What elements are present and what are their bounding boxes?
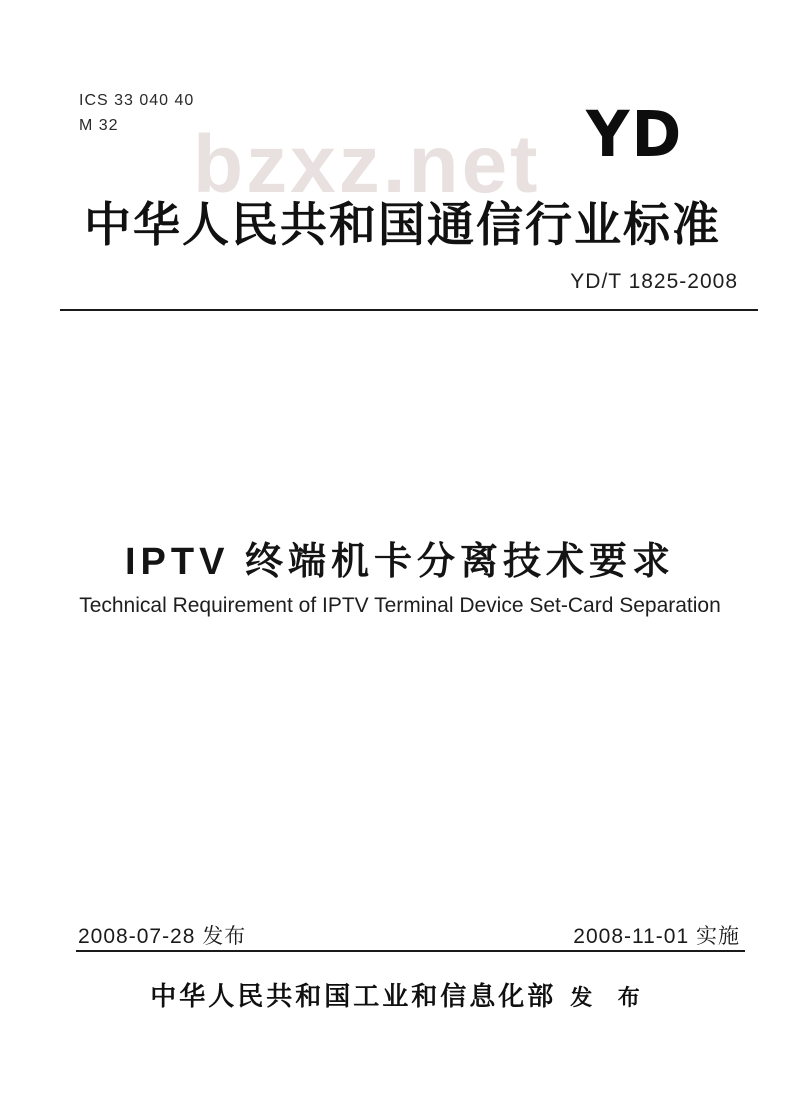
ics-code: ICS 33 040 40 — [79, 92, 195, 109]
issue-date: 2008-07-28 发布 — [78, 925, 247, 948]
bottom-rule — [76, 950, 745, 952]
watermark-text: bzxz.net — [193, 119, 541, 210]
implement-date: 2008-11-01 实施 — [573, 925, 740, 948]
publisher-name: 中华人民共和国工业和信息化部 — [150, 982, 557, 1011]
publisher-line — [0, 976, 800, 1013]
classification-block — [79, 88, 194, 138]
publisher-suffix: 发 布 — [570, 985, 650, 1010]
yd-logo: YD — [586, 98, 684, 172]
classification-code: M 32 — [79, 117, 119, 134]
standard-number: YD/T 1825-2008 — [570, 270, 738, 293]
top-rule — [60, 309, 758, 311]
subject-title-en: Technical Requirement of IPTV Terminal Device Set-Card Separation — [79, 594, 721, 617]
subject-title-cn: IPTV 终端机卡分离技术要求 — [124, 541, 676, 583]
series-title: 中华人民共和国通信行业标准 — [84, 198, 721, 251]
